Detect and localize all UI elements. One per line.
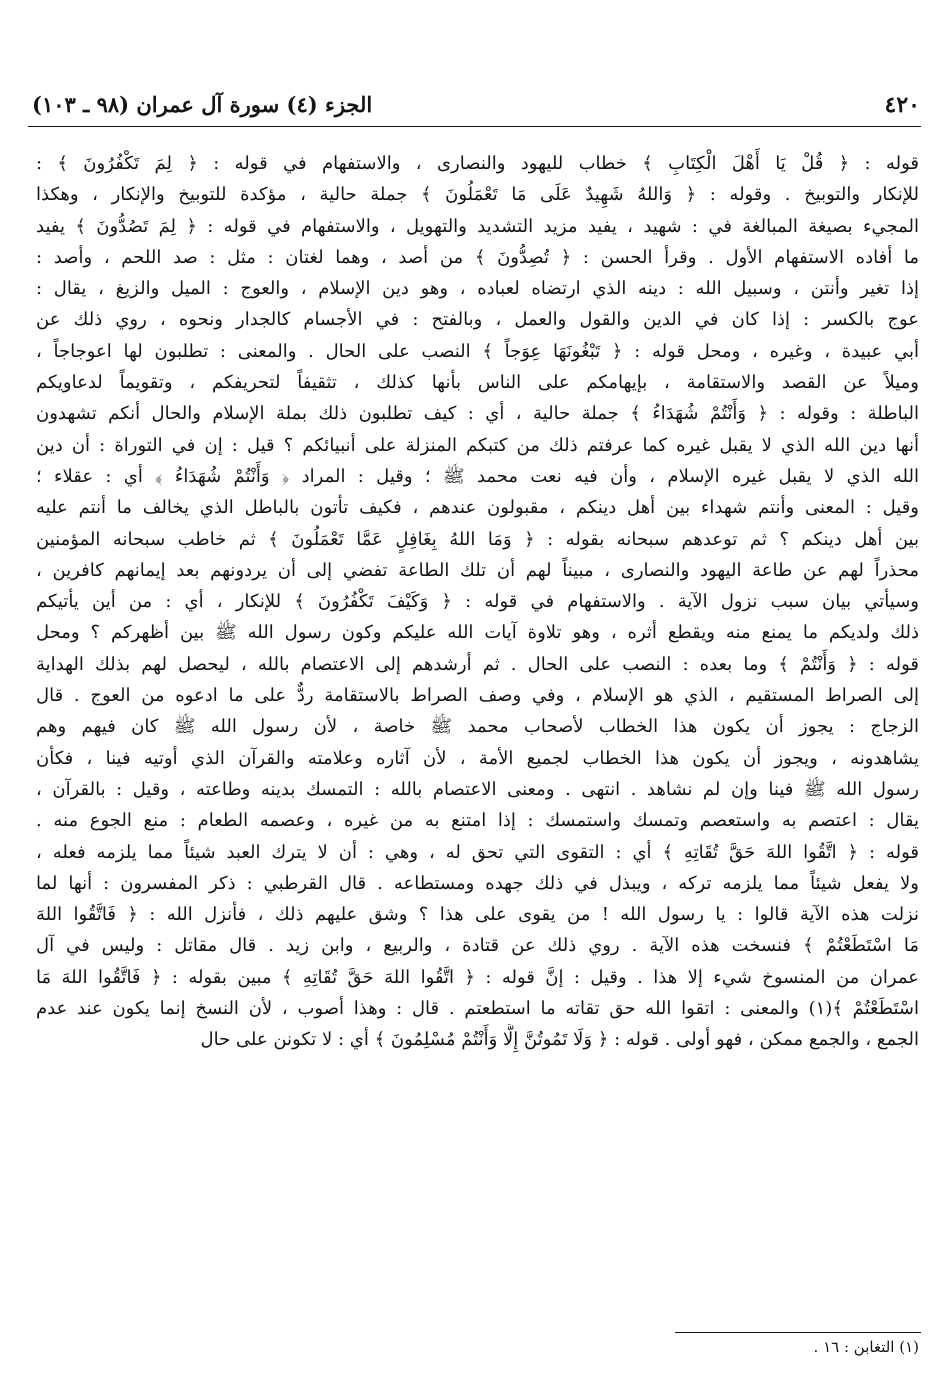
text-line: ذلك ولديكم ما يمنع منه ويقطع أثره ، وهو تلاوة آيات الله عليكم وكون رسول الله ﷺ بين أظهركم ؟ ومحل <box>36 622 919 644</box>
text-line: قوله : ﴿ اتَّقُوا اللهَ حَقَّ تُقَاتِهِ ﴾ أي : التقوى التي تحق له ، وهي : أن لا يترك العبد شيئاً مما يلزمه فعله ، <box>36 841 919 863</box>
text-line: أنها دين الله الذي لا يقبل غيره كما عرفتم ذلك من كتبكم المنزلة على أنبيائكم ؟ قيل : إن في التوراة : أن دين <box>36 434 919 456</box>
text-line: قوله : ﴿ قُلْ يَا أَهْلَ الْكِتَابِ ﴾ خطاب لليهود والنصارى ، والاستفهام في قوله : ﴿ لِمَ تَكْفُرُونَ ﴾ : <box>36 153 919 174</box>
footnote: (١) التغابن : ١٦ . <box>813 1338 919 1356</box>
text-line: عوج بالكسر : إذا كان في الدين والقول والعمل ، وبالفتح : في الأجسام كالجدار ونحوه ، روي ذلك عن <box>36 309 919 331</box>
text-line: نزلت هذه الآية قالوا : يا رسول الله ! من يقوى على هذا ؟ وشق عليهم ذلك ، فأنزل الله : ﴿ فَاتَّقُوا اللهَ <box>36 904 919 926</box>
text-line: ولا يفعل شيئاً مما يلزمه تركه ، ويبذل في ذلك جهده ومستطاعه . قال القرطبي : ذكر المفسرون : أنها لما <box>36 872 919 894</box>
text-line: رسول الله ﷺ فينا وإن لم نشاهد . انتهى . ومعنى الاعتصام بالله : التمسك بدينه وطاعته ، وقيل : بالقرآن ، <box>36 778 919 800</box>
text-line: أبي عبيدة ، وغيره ، ومحل قوله : ﴿ تَبْغُونَهَا عِوَجاً ﴾ النصب على الحال . والمعنى : تطلبون لها اعوجاجاً ، <box>36 340 919 362</box>
text-line: الله الذي لا يقبل غيره الإسلام ، وأن فيه نعت محمد ﷺ ؛ وقيل : المراد ﴿ وَأَنْتُمْ شُهَدَاءُ ﴾ أي : عقلاء ؛ <box>36 465 919 487</box>
text-line: وسيأتي بيان سبب نزول الآية . والاستفهام في قوله : ﴿ وَكَيْفَ تَكْفُرُونَ ﴾ للإنكار ، أي : من أين يأتيكم <box>36 591 919 613</box>
text-line: إلى الصراط المستقيم ، الذي هو الإسلام ، وفي وصف الصراط بالاستقامة ردٌّ على ما ادعوه من العوج . قال <box>36 685 919 707</box>
footnote-divider <box>675 1332 921 1333</box>
text-line: للإنكار والتوبيخ . وقوله : ﴿ وَاللهُ شَهِيدٌ عَلَى مَا تَعْمَلُونَ ﴾ جملة حالية ، مؤكدة للتوبيخ والإنكار ، وهكذا <box>36 184 919 206</box>
tafsir-body-text <box>36 148 919 1056</box>
text-line: بين أهل دينكم ؟ ثم توعدهم سبحانه بقوله : ﴿ وَمَا اللهُ بِغَافِلٍ عَمَّا تَعْمَلُونَ ﴾ ثم خاطب سبحانه المؤمنين <box>36 528 919 550</box>
text-line: يقال : اعتصم به واستعصم وتمسك واستمسك : إذا امتنع به من غيره ، وعصمه الطعام : منع الجوع منه . <box>36 810 919 832</box>
text-line: الجمع ، والجمع ممكن ، فهو أولى . قوله : ﴿ وَلَا تَمُوتُنَّ إِلَّا وَأَنْتُمْ مُسْلِمُونَ ﴾ أي : لا تكونن على حال <box>200 1029 919 1051</box>
running-title: الجزء (٤) سورة آل عمران (٩٨ ـ ١٠٣) <box>32 92 373 117</box>
page-header <box>32 88 920 124</box>
text-line: وميلاً عن القصد والاستقامة ، بإيهامكم على الناس بأنها كذلك ، تثقيفاً لتحريفكم ، وتقويماً لدعاويكم <box>36 372 919 394</box>
text-line: محذراً لهم عن طاعة اليهود والنصارى ، مبيناً لهم أن تلك الطاعة تفضي إلى أن يردونهم بعد إيمانهم كافرين ، <box>36 559 919 581</box>
text-line: ما أفاده الاستفهام الأول . وقرأ الحسن : ﴿ تُصِدُّونَ ﴾ من أصد ، وهما لغتان : مثل : صد اللحم ، وأصد : <box>36 246 919 268</box>
text-line: مَا اسْتَطَعْتُمْ ﴾ فنسخت هذه الآية . روي ذلك عن قتادة ، والربيع ، وابن زيد . قال مقاتل : وليس في آل <box>36 935 919 957</box>
text-line: يشاهدونه ، ويجوز أن يكون هذا الخطاب لجميع الأمة ، لأن آثاره وعلامته والقرآن الذي أوتيه فينا ، فكأن <box>36 747 919 769</box>
text-line: الباطلة : وقوله : ﴿ وَأَنْتُمْ شُهَدَاءُ ﴾ جملة حالية ، أي : كيف تطلبون ذلك بملة الإسلام والحال أنكم تشهدون <box>36 403 919 425</box>
text-line: الزجاج : يجوز أن يكون هذا الخطاب لأصحاب محمد ﷺ خاصة ، لأن رسول الله ﷺ كان فيهم وهم <box>36 716 919 738</box>
text-line: اسْتَطَعْتُمْ ﴾(١) والمعنى : اتقوا الله حق تقاته ما استطعتم . قال : وهذا أصوب ، لأن النسخ إنما يكون عند عدم <box>36 998 919 1020</box>
page-number: ٤٢٠ <box>884 92 920 118</box>
text-line: وقيل : المعنى وأنتم شهداء بين أهل دينكم ، مقبولون عندهم ، فكيف تأتون بالباطل الذي يخالف ما أنتم عليه <box>36 497 919 519</box>
text-line: المجيء بصيغة المبالغة في : شهيد ، يفيد مزيد التشديد والتهويل ، والاستفهام في قوله : ﴿ لِمَ تَصُدُّونَ ﴾ يفيد <box>36 215 919 237</box>
text-line: عمران من المنسوخ شيء إلا هذا . وقيل : إنَّ قوله : ﴿ اتَّقُوا اللهَ حَقَّ تُقَاتِهِ ﴾ مبين بقوله : ﴿ فَاتَّقُوا اللهَ مَا <box>36 966 919 988</box>
header-divider <box>28 126 921 127</box>
text-line: قوله : ﴿ وَأَنْتُمْ ﴾ وما بعده : النصب على الحال . ثم أرشدهم إلى الاعتصام بالله ، ليحصل لهم بذلك الهداية <box>36 653 919 675</box>
text-line: إذا تغير وأنتن ، وسبيل الله : دينه الذي ارتضاه لعباده ، وهو دين الإسلام ، والعوج : الميل والزيغ ، يقال : <box>36 278 919 300</box>
